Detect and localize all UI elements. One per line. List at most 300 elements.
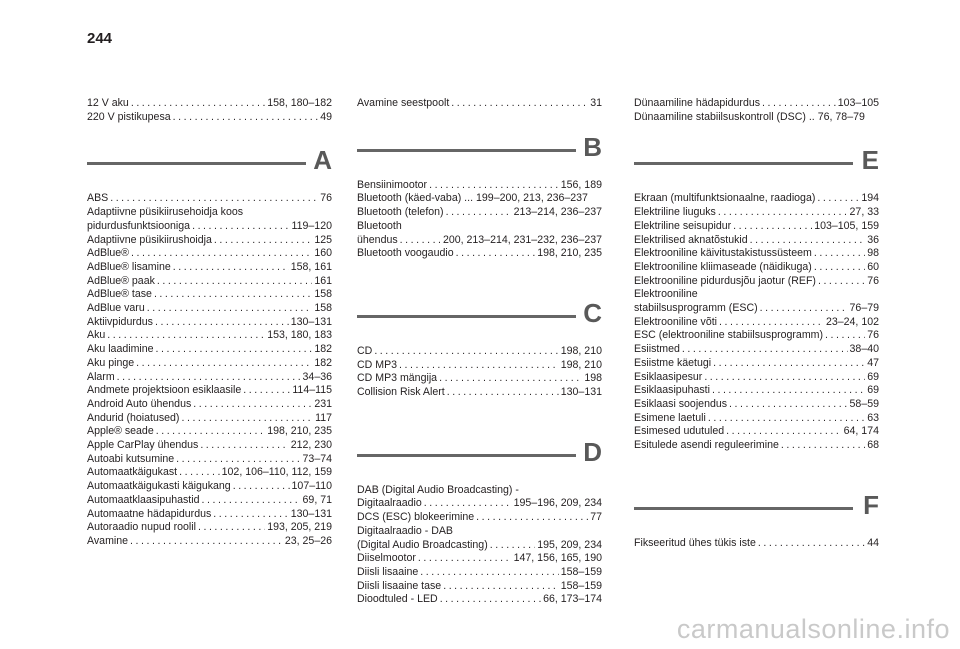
- index-entry: [357, 580, 602, 594]
- index-pages: 200, 213–214, 231–232, 236–237: [442, 233, 602, 246]
- leader-dots: [446, 206, 512, 220]
- leader-dots: [157, 275, 312, 289]
- index-entry: [357, 247, 602, 261]
- index-term: stabiilsusprogramm (ESC): [634, 302, 758, 315]
- index-entry-line: [87, 425, 332, 439]
- index-pages: 195, 209, 234: [537, 538, 602, 551]
- index-term: Bluetooth (käed-vaba) ...: [357, 192, 474, 205]
- leader-dots: [399, 359, 559, 373]
- index-entry-line: [634, 398, 879, 412]
- leader-dots: [117, 371, 301, 385]
- index-entry: [634, 234, 879, 248]
- index-term: Esiistmed: [634, 343, 680, 356]
- leader-dots: [156, 425, 265, 439]
- index-term: Bluetooth (telefon): [357, 206, 444, 219]
- index-pages: 73–74: [302, 452, 332, 465]
- index-pages: 103–105, 159: [814, 219, 879, 232]
- index-entry: [357, 593, 602, 607]
- index-term: 12 V aku: [87, 97, 129, 109]
- index-pages: 76: [320, 192, 332, 205]
- index-entry-line: [87, 329, 332, 343]
- index-term: Esiklaasipesur: [634, 370, 703, 383]
- index-entry: [87, 371, 332, 385]
- index-pages: 158, 180–182: [267, 97, 332, 109]
- index-entry: [87, 453, 332, 467]
- index-pages: 58–59: [849, 397, 879, 410]
- leader-dots: [817, 192, 859, 206]
- leader-dots: [704, 371, 865, 385]
- index-entry-line: [634, 316, 879, 330]
- section-header-d: [357, 434, 602, 484]
- index-term: DAB (Digital Audio Broadcasting) -: [357, 483, 519, 496]
- leader-dots: [131, 97, 265, 111]
- index-entry-line: [357, 247, 602, 261]
- index-pages: 27, 33: [849, 206, 879, 219]
- index-term: Autoraadio nupud roolil: [87, 521, 196, 534]
- index-pages: 76, 78–79: [817, 110, 865, 123]
- index-entry-line: [87, 111, 332, 125]
- index-entry: [87, 288, 332, 302]
- index-term: ABS: [87, 192, 109, 205]
- index-entry: [634, 357, 879, 371]
- index-pages: 66, 173–174: [543, 593, 602, 606]
- section-rule: [357, 315, 576, 318]
- leader-dots: [214, 234, 312, 248]
- leader-dots: [439, 372, 582, 386]
- index-entry-line: [87, 261, 332, 275]
- index-term: Digitaalraadio - DAB: [357, 524, 453, 537]
- index-pages: 77: [590, 511, 602, 524]
- index-term: Esiklaasi soojendus: [634, 397, 728, 410]
- leader-dots: [708, 412, 865, 426]
- index-entry: [634, 247, 879, 261]
- index-entry-line: [87, 494, 332, 508]
- index-entry: [87, 111, 332, 125]
- index-term: Elektrilised aknatõstukid: [634, 233, 748, 246]
- index-entry: [634, 537, 879, 551]
- section-letter: C: [583, 297, 602, 328]
- index-term: Bensiinimootor: [357, 178, 428, 191]
- index-entry-line: [357, 220, 602, 234]
- leader-dots: [176, 453, 300, 467]
- index-entry: [634, 425, 879, 439]
- index-term: Diisli lisaaine: [357, 565, 419, 578]
- index-pages: 31: [590, 97, 602, 109]
- index-entry-line: [87, 412, 332, 426]
- index-entry: [87, 494, 332, 508]
- index-entry: [357, 484, 602, 511]
- index-entry: [357, 220, 602, 247]
- index-entry: [87, 466, 332, 480]
- index-entry-line: [357, 593, 602, 607]
- index-pages: 69, 71: [302, 493, 332, 506]
- index-column-3: [634, 97, 879, 550]
- leader-dots: [400, 234, 441, 248]
- index-entry-line: [357, 192, 602, 206]
- index-column-2: [357, 97, 602, 607]
- index-pages: 49: [320, 110, 332, 123]
- index-entry-line: [357, 386, 602, 400]
- index-term: CD MP3: [357, 358, 398, 371]
- index-entry-line: [634, 275, 879, 289]
- index-pages: 44: [867, 536, 879, 549]
- index-pages: 182: [314, 343, 332, 356]
- index-term: AdBlue® paak: [87, 274, 155, 287]
- index-entry: [87, 535, 332, 549]
- leader-dots: [443, 580, 559, 594]
- index-term: Automaatkäigukast: [87, 466, 178, 479]
- leader-dots: [154, 288, 312, 302]
- index-entry: [357, 192, 602, 206]
- index-entry: [87, 384, 332, 398]
- section-letter: D: [583, 436, 602, 467]
- index-pages: 76: [867, 329, 879, 342]
- index-pages: 198, 210: [560, 358, 602, 371]
- index-pages: 64, 174: [843, 425, 879, 438]
- index-pages: 158–159: [560, 565, 602, 578]
- index-term: Automaatklaasipuhastid: [87, 493, 200, 506]
- index-term: Avamine: [87, 534, 129, 547]
- index-term: Elektriline liuguks: [634, 206, 716, 219]
- index-pages: 194: [861, 192, 879, 205]
- index-term: AdBlue® lisamine: [87, 260, 171, 273]
- leader-dots: [490, 539, 535, 553]
- index-entry: [87, 329, 332, 343]
- index-term: Automaatne hädapidurdus: [87, 507, 212, 520]
- index-entry: [87, 247, 332, 261]
- index-entry-line: [87, 247, 332, 261]
- index-entry: [634, 288, 879, 315]
- index-pages: 198: [584, 372, 602, 385]
- index-pages: 130–131: [290, 507, 332, 520]
- leader-dots: [173, 261, 289, 275]
- index-term: Adaptiivne püsikiirusehoidja koos: [87, 206, 244, 219]
- index-term: AdBlue varu: [87, 302, 145, 315]
- index-pages: 63: [867, 411, 879, 424]
- index-entry-line: [357, 97, 602, 111]
- index-term: CD MP3 mängija: [357, 372, 438, 385]
- index-term: Esimesed udutuled: [634, 425, 725, 438]
- index-pages: 68: [867, 439, 879, 452]
- index-pages: 130–131: [560, 386, 602, 399]
- index-pages: 117: [315, 411, 332, 424]
- leader-dots: [750, 234, 866, 248]
- index-entry: [634, 206, 879, 220]
- index-entry: [357, 511, 602, 525]
- index-entry-line: [634, 425, 879, 439]
- index-pages: 161: [314, 274, 332, 287]
- index-term: Adaptiivne püsikiirushoidja: [87, 233, 212, 246]
- section-letter: B: [583, 131, 602, 162]
- index-pages: 198, 210, 235: [267, 425, 332, 438]
- index-entry-line: [634, 288, 879, 302]
- index-entry-line: [634, 302, 879, 316]
- section-header-e: [634, 142, 879, 192]
- index-entry: [357, 359, 602, 373]
- index-term: pidurdusfunktsiooniga: [87, 219, 191, 232]
- index-entry-line: [357, 234, 602, 248]
- leader-dots: [451, 97, 588, 111]
- index-pages: 195–196, 209, 234: [513, 497, 602, 510]
- leader-dots: [420, 566, 559, 580]
- index-pages: 119–120: [291, 219, 332, 232]
- section-header-b: [357, 129, 602, 179]
- leader-dots: [173, 111, 319, 125]
- index-term: Andmete projektsioon esiklaasile: [87, 384, 242, 397]
- index-entry-line: [87, 521, 332, 535]
- index-entry-line: [634, 97, 879, 111]
- index-entry: [357, 552, 602, 566]
- leader-dots: [718, 206, 848, 220]
- index-entry: [634, 192, 879, 206]
- index-term: Dünaamiline stabiilsuskontroll (DSC) ..: [634, 110, 815, 123]
- index-entry: [634, 439, 879, 453]
- index-term: AdBlue® tase: [87, 288, 152, 301]
- index-pages: 23, 25–26: [284, 534, 332, 547]
- index-term: Alarm: [87, 370, 115, 383]
- index-entry-line: [634, 111, 879, 125]
- index-entry-line: [87, 371, 332, 385]
- index-entry: [634, 220, 879, 234]
- index-entry-line: [357, 484, 602, 498]
- index-term: ühendus: [357, 233, 398, 246]
- section-header-c: [357, 295, 602, 345]
- index-entry-line: [87, 480, 332, 494]
- index-term: Elektrooniline pidurdusjõu jaotur (REF): [634, 274, 816, 287]
- index-term: Digitaalraadio: [357, 497, 422, 510]
- leader-dots: [818, 275, 865, 289]
- index-pages: 38–40: [849, 343, 879, 356]
- leader-dots: [712, 384, 865, 398]
- section-rule: [634, 507, 853, 510]
- leader-dots: [374, 345, 558, 359]
- leader-dots: [200, 439, 288, 453]
- index-term: 220 V pistikupesa: [87, 110, 171, 123]
- leader-dots: [429, 179, 559, 193]
- index-term: Collision Risk Alert: [357, 386, 445, 399]
- index-entry-line: [87, 508, 332, 522]
- index-entry-line: [87, 466, 332, 480]
- leader-dots: [814, 261, 865, 275]
- leader-dots: [476, 511, 588, 525]
- index-entry-line: [634, 220, 879, 234]
- index-pages: 231: [314, 397, 332, 410]
- section-letter: E: [861, 145, 879, 176]
- leader-dots: [198, 521, 265, 535]
- leader-dots: [107, 329, 265, 343]
- index-term: Esiklaasipuhasti: [634, 384, 710, 397]
- index-pages: 182: [314, 356, 332, 369]
- index-term: Elektrooniline: [634, 288, 698, 301]
- page-number: 244: [87, 30, 113, 47]
- index-entry: [87, 508, 332, 522]
- leader-dots: [193, 398, 312, 412]
- index-term: Aku: [87, 329, 106, 342]
- index-term: Fikseeritud ühes tükis iste: [634, 536, 756, 549]
- index-entry: [357, 386, 602, 400]
- index-entry: [634, 97, 879, 111]
- index-term: CD: [357, 344, 373, 357]
- section-rule: [357, 149, 576, 152]
- index-entry: [87, 302, 332, 316]
- index-pages: 156, 189: [560, 178, 602, 191]
- index-entry: [87, 425, 332, 439]
- index-term: Andurid (hoiatused): [87, 411, 180, 424]
- index-entry: [634, 329, 879, 343]
- index-pages: 102, 106–110, 112, 159: [221, 466, 332, 479]
- section-header-a: [87, 142, 332, 192]
- index-pages: 158: [314, 302, 332, 315]
- index-entry: [87, 357, 332, 371]
- index-entry: [87, 261, 332, 275]
- index-entry-line: [357, 525, 602, 539]
- index-pages: 158–159: [560, 579, 602, 592]
- index-entry-line: [87, 192, 332, 206]
- index-pages: 130–131: [290, 315, 332, 328]
- index-entry: [634, 384, 879, 398]
- index-entry-line: [634, 439, 879, 453]
- leader-dots: [713, 357, 865, 371]
- index-pages: 199–200, 213, 236–237: [476, 192, 588, 205]
- index-term: Aku laadimine: [87, 343, 154, 356]
- index-entry: [357, 525, 602, 552]
- index-pages: 76–79: [849, 302, 879, 315]
- index-entry-line: [87, 357, 332, 371]
- index-entry: [634, 275, 879, 289]
- index-entry: [634, 398, 879, 412]
- index-entry: [87, 398, 332, 412]
- index-entry-line: [634, 384, 879, 398]
- index-term: Esimene laetuli: [634, 411, 706, 424]
- index-term: Aku pinge: [87, 356, 135, 369]
- index-entry-line: [87, 220, 332, 234]
- leader-dots: [440, 593, 541, 607]
- index-pages: 69: [867, 384, 879, 397]
- index-entry-line: [634, 247, 879, 261]
- index-pages: 160: [314, 247, 332, 260]
- index-entry-line: [87, 535, 332, 549]
- index-entry-line: [357, 552, 602, 566]
- index-term: Elektrooniline kliimaseade (näidikuga): [634, 260, 812, 273]
- section-header-f: [634, 487, 879, 537]
- index-entry-line: [634, 234, 879, 248]
- index-term: (Digital Audio Broadcasting): [357, 538, 488, 551]
- index-pages: 36: [867, 233, 879, 246]
- index-pages: 193, 205, 219: [267, 521, 332, 534]
- index-entry-line: [634, 206, 879, 220]
- index-entry-line: [87, 206, 332, 220]
- index-term: Dioodtuled - LED: [357, 593, 438, 606]
- index-entry: [87, 206, 332, 233]
- index-entry-line: [87, 343, 332, 357]
- leader-dots: [682, 343, 848, 357]
- index-entry: [634, 111, 879, 125]
- index-term: Avamine seestpoolt: [357, 97, 450, 109]
- index-pages: 158: [314, 288, 332, 301]
- leader-dots: [729, 398, 847, 412]
- index-entry-line: [357, 179, 602, 193]
- leader-dots: [110, 192, 318, 206]
- index-entry-line: [634, 371, 879, 385]
- index-pages: 76: [867, 274, 879, 287]
- index-entry: [357, 345, 602, 359]
- index-entry: [357, 566, 602, 580]
- index-term: Esiistme käetugi: [634, 356, 712, 369]
- index-term: Bluetooth voogaudio: [357, 247, 454, 260]
- leader-dots: [758, 537, 865, 551]
- index-pages: 47: [867, 356, 879, 369]
- leader-dots: [456, 247, 536, 261]
- index-pages: 103–105: [837, 97, 879, 109]
- index-term: AdBlue®: [87, 247, 129, 260]
- index-term: Apple® seade: [87, 425, 154, 438]
- index-entry: [634, 261, 879, 275]
- index-pages: 198, 210: [560, 344, 602, 357]
- index-entry-line: [634, 192, 879, 206]
- leader-dots: [424, 497, 512, 511]
- index-entry-line: [87, 316, 332, 330]
- index-entry-line: [87, 384, 332, 398]
- index-column-1: [87, 97, 332, 549]
- index-pages: 125: [314, 233, 332, 246]
- index-term: Diisli lisaaine tase: [357, 579, 442, 592]
- leader-dots: [136, 357, 312, 371]
- index-entry-line: [634, 329, 879, 343]
- index-entry-line: [634, 343, 879, 357]
- index-entry-line: [87, 302, 332, 316]
- index-entry-line: [87, 234, 332, 248]
- index-term: Esitulede asendi reguleerimine: [634, 439, 779, 452]
- index-term: ESC (elektrooniline stabiilsusprogramm): [634, 329, 823, 342]
- index-pages: 23–24, 102: [825, 315, 879, 328]
- index-term: Android Auto ühendus: [87, 397, 192, 410]
- index-term: Dünaamiline hädapidurdus: [634, 97, 761, 109]
- index-pages: 114–115: [292, 384, 332, 397]
- index-term: Elektrooniline käivitustakistussüsteem: [634, 247, 812, 260]
- index-entry-line: [87, 275, 332, 289]
- index-entry: [87, 521, 332, 535]
- index-pages: 198, 210, 235: [537, 247, 602, 260]
- leader-dots: [243, 384, 290, 398]
- index-pages: 98: [867, 247, 879, 260]
- index-entry-line: [87, 453, 332, 467]
- index-entry: [87, 275, 332, 289]
- leader-dots: [447, 386, 559, 400]
- leader-dots: [147, 302, 313, 316]
- leader-dots: [781, 439, 865, 453]
- index-entry: [87, 316, 332, 330]
- leader-dots: [719, 316, 824, 330]
- section-letter: A: [313, 145, 332, 176]
- leader-dots: [418, 552, 512, 566]
- index-pages: 107–110: [291, 480, 332, 493]
- index-entry-line: [87, 288, 332, 302]
- section-rule: [357, 454, 576, 457]
- leader-dots: [192, 220, 289, 234]
- leader-dots: [156, 343, 313, 357]
- index-entry-line: [87, 97, 332, 111]
- leader-dots: [760, 302, 848, 316]
- index-entry: [634, 412, 879, 426]
- index-entry: [357, 372, 602, 386]
- index-entry: [87, 234, 332, 248]
- leader-dots: [179, 466, 220, 480]
- index-pages: 153, 180, 183: [267, 329, 332, 342]
- index-term: Bluetooth: [357, 219, 402, 232]
- index-entry-line: [634, 261, 879, 275]
- index-pages: 212, 230: [290, 439, 332, 452]
- index-entry: [87, 192, 332, 206]
